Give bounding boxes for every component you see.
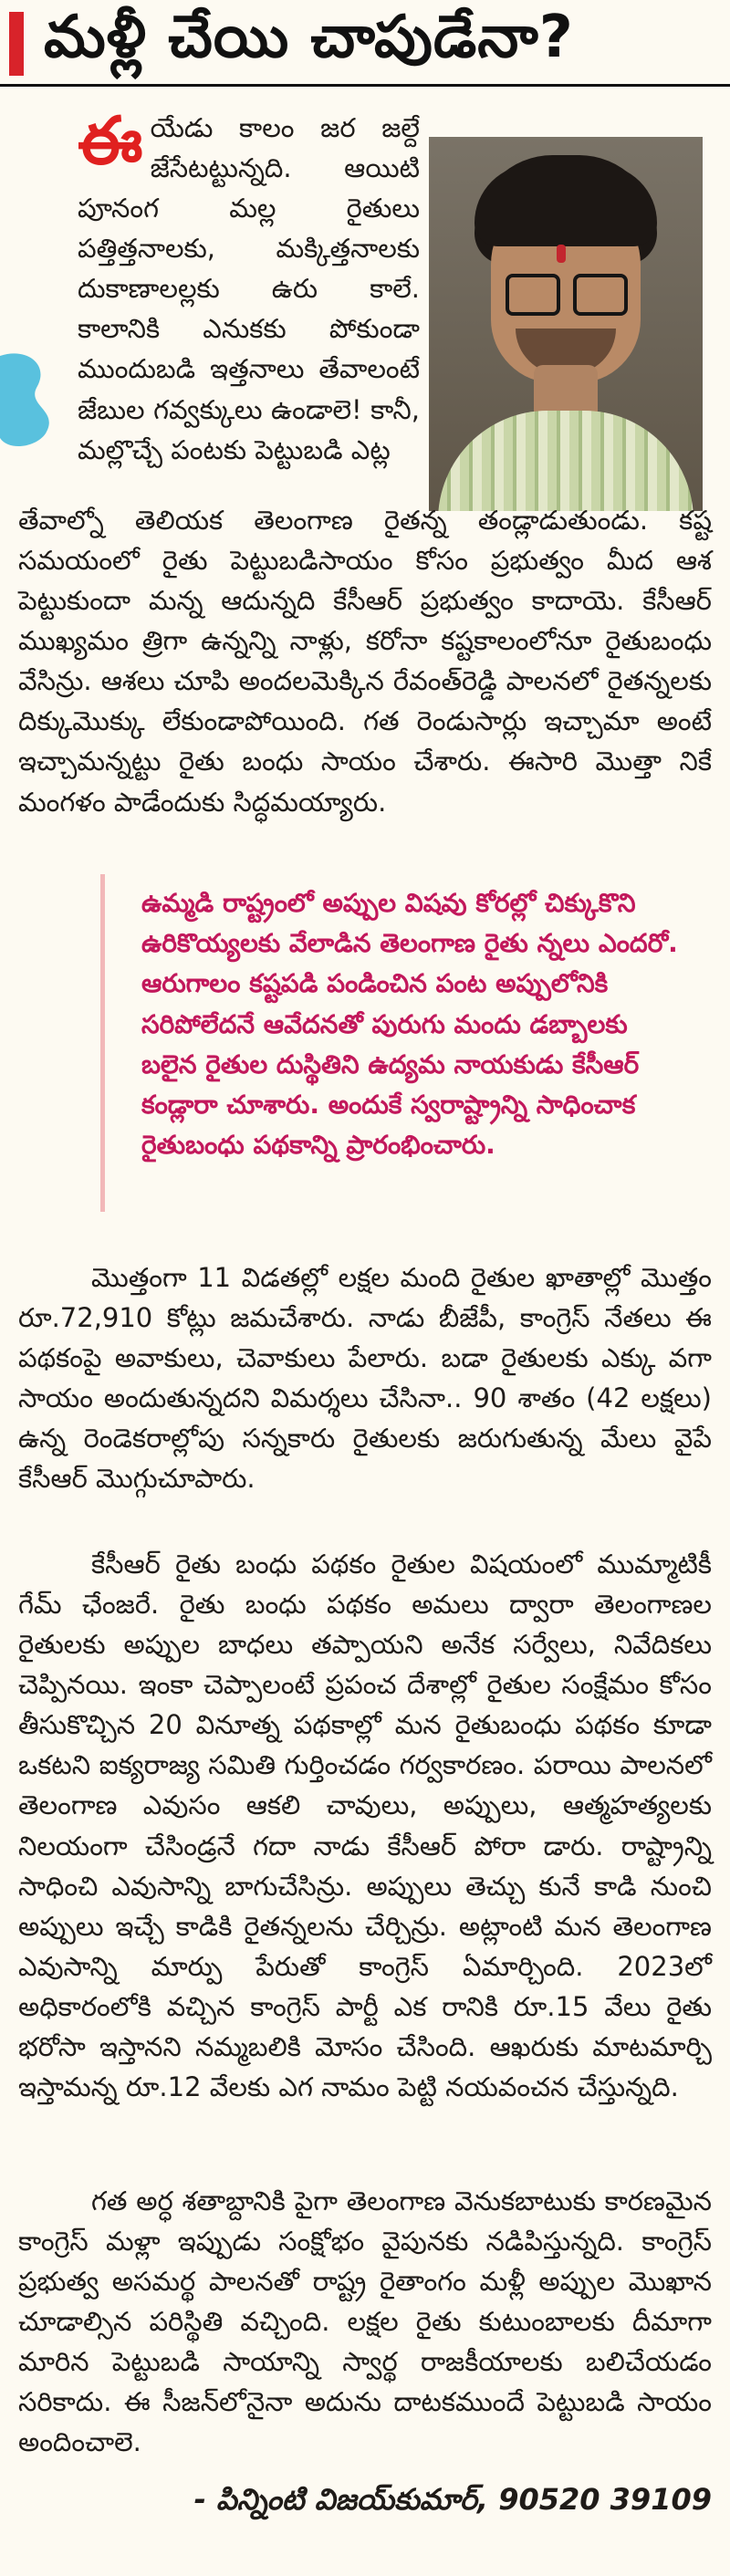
author-photo xyxy=(429,137,703,511)
headline-title: మళ్లీ చేయి చాపుడేనా? xyxy=(44,3,574,71)
paragraph-4: గత అర్ధ శతాబ్దానికి పైగా తెలంగాణ వెనుకబాటుకు కారణమైన కాంగ్రెస్ మళ్లా ఇప్పుడు సంక్షోభం వైపునకు నడిపిస్తున్నది. కాంగ్రెస్ ప్రభుత్వ అసమర్థ పాలనతో రాష్ట్ర రైతాంగం మళ్లీ అప్పుల మొఖాన చూడాల్సిన పరిస్థితి వచ్చింది. లక్షల రైతు కుటుంబాలకు దీమాగా మారిన పెట్టుబడి సాయాన్ని స్వార్థ రాజకీయాలకు బలిచేయడం సరికాదు. ఈ సీజన్‌లోనైనా అదును దాటకముందే పెట్టుబడి సాయం అందించాలె. xyxy=(18,2185,712,2458)
headline-rule xyxy=(0,84,730,87)
paragraph-2: మొత్తంగా 11 విడతల్లో లక్షల మంది రైతుల ఖాతాల్లో మొత్తం రూ.72,910 కోట్లు జమచేశారు. నాడు బీజేపీ, కాంగ్రెస్ నేతలు ఈ పథకంపై అవాకులు, చెవాకులు పేలారు. బడా రైతులకు ఎక్కు వగా సాయం అందుతున్నదని విమర్శలు చేసినా.. 90 శాతం (42 లక్షలు) ఉన్న రెండెకరాల్లోపు సన్నకారు రైతులకు జరుగుతున్న మేలు వైపే కేసీఆర్ మొగ్గుచూపారు. xyxy=(18,1262,712,1495)
pull-quote-box xyxy=(100,874,689,1212)
drop-cap: ఈ xyxy=(78,102,143,179)
decorative-splash xyxy=(0,338,73,456)
paragraph-1: తేవాల్నో తెలియక తెలంగాణ రైతన్న తండ్లాడుతుండు. కష్ట సమయంలో రైతు పెట్టుబడిసాయం కోసం ప్రభుత్వం మీద ఆశ పెట్టుకుందా మన్న ఆదున్నది కేసీఆర్ ప్రభుత్వం కాదాయె. కేసీఆర్ ముఖ్యమం త్రిగా ఉన్నన్ని నాళ్లు, కరోనా కష్టకాలంలోనూ రైతుబంధు వేసిన్రు. ఆశలు చూపి అందలమెక్కిన రేవంత్‌రెడ్డి పాలనలో రైతన్నలకు దిక్కుమొక్కు లేకుండాపోయింది. గత రెండుసార్లు ఇచ్చామా అంటే ఇచ్చామన్నట్టు రైతు బంధు సాయం చేశారు. ఈసారి మొత్తా నికే మంగళం పాడేందుకు సిద్ధమయ్యారు. xyxy=(18,505,712,818)
pull-quote: ఉమ్మడి రాష్ట్రంలో అప్పుల విషవు కోరల్లో చిక్కుకొని ఉరికొయ్యలకు వేలాడిన తెలంగాణ రైతు న్నలు ఎందరో. ఆరుగాలం కష్టపడి పండించిన పంట అప్పులోనికి సరిపోలేదనే ఆవేదనతో పురుగు మందు డబ్బాలకు బలైన రైతుల దుస్థితిని ఉద్యమ నాయకుడు కేసీఆర్ కండ్లారా చూశారు. అందుకే స్వరాష్ట్రాన్ని సాధించాక రైతుబంధు పథకాన్ని ప్రారంభించారు. xyxy=(141,888,678,1161)
author-byline: - పిన్నింటి విజయ్‌కుమార్, 90520 39109 xyxy=(193,2482,712,2517)
paragraph-3: కేసీఆర్ రైతు బంధు పథకం రైతుల విషయంలో ముమ్మాటికీ గేమ్ ఛేంజరే. రైతు బంధు పథకం అమలు ద్వారా తెలంగాణల రైతులకు అప్పుల బాధలు తప్పాయని అనేక సర్వేలు, నివేదికలు చెప్పినయి. ఇంకా చెప్పాలంటే ప్రపంచ దేశాల్లో రైతుల సంక్షేమం కోసం తీసుకొచ్చిన 20 వినూత్న పథకాల్లో మన రైతుబంధు పథకం కూడా ఒకటని ఐక్యరాజ్య సమితి గుర్తించడం గర్వకారణం. పరాయి పాలనలో తెలంగాణ ఎవుసం ఆకలి చావులు, అప్పులు, ఆత్మహత్యలకు నిలయంగా చేసిండ్రనే గదా నాడు కేసీఆర్ పోరా డారు. రాష్ట్రాన్ని సాధించి ఎవుసాన్ని బాగుచేసిన్రు. అప్పులు తెచ్చు కునే కాడి నుంచి అప్పులు ఇచ్చే కాడికి రైతన్నలను చేర్చిన్రు. అట్లాంటి మన తెలంగాణ ఎవుసాన్ని మార్పు పేరుతో కాంగ్రెస్ ఏమార్చింది. 2023లో అధికారంలోకి వచ్చిన కాంగ్రెస్ పార్టీ ఎక రానికి రూ.15 వేలు రైతు భరోసా ఇస్తానని నమ్మబలికి మోసం చేసింది. ఆఖరుకు మాటమార్చి ఇస్తామన్న రూ.12 వేలకు ఎగ నామం పెట్టి నయవంచన చేస్తున్నది. xyxy=(18,1549,712,2103)
headline-accent-bar xyxy=(9,12,24,76)
intro-text: యేడు కాలం జర జల్దే జేసేటట్టున్నది. ఆయిటి పూనంగ మల్ల రైతులు పత్తిత్తనాలకు, మక్కిత్తనాలకు దుకాణాలల్లకు ఉరు కాలే. కాలానికి ఎనుకకు పోకుండా ముందుబడి ఇత్తనాలు తేవాలంటే జేబుల గవ్వక్కులు ఉండాలె! కానీ, మల్లొచ్చే పంటకు పెట్టుబడి ఎట్ల xyxy=(78,112,420,465)
intro-paragraph xyxy=(78,102,420,470)
headline-block xyxy=(0,0,730,88)
